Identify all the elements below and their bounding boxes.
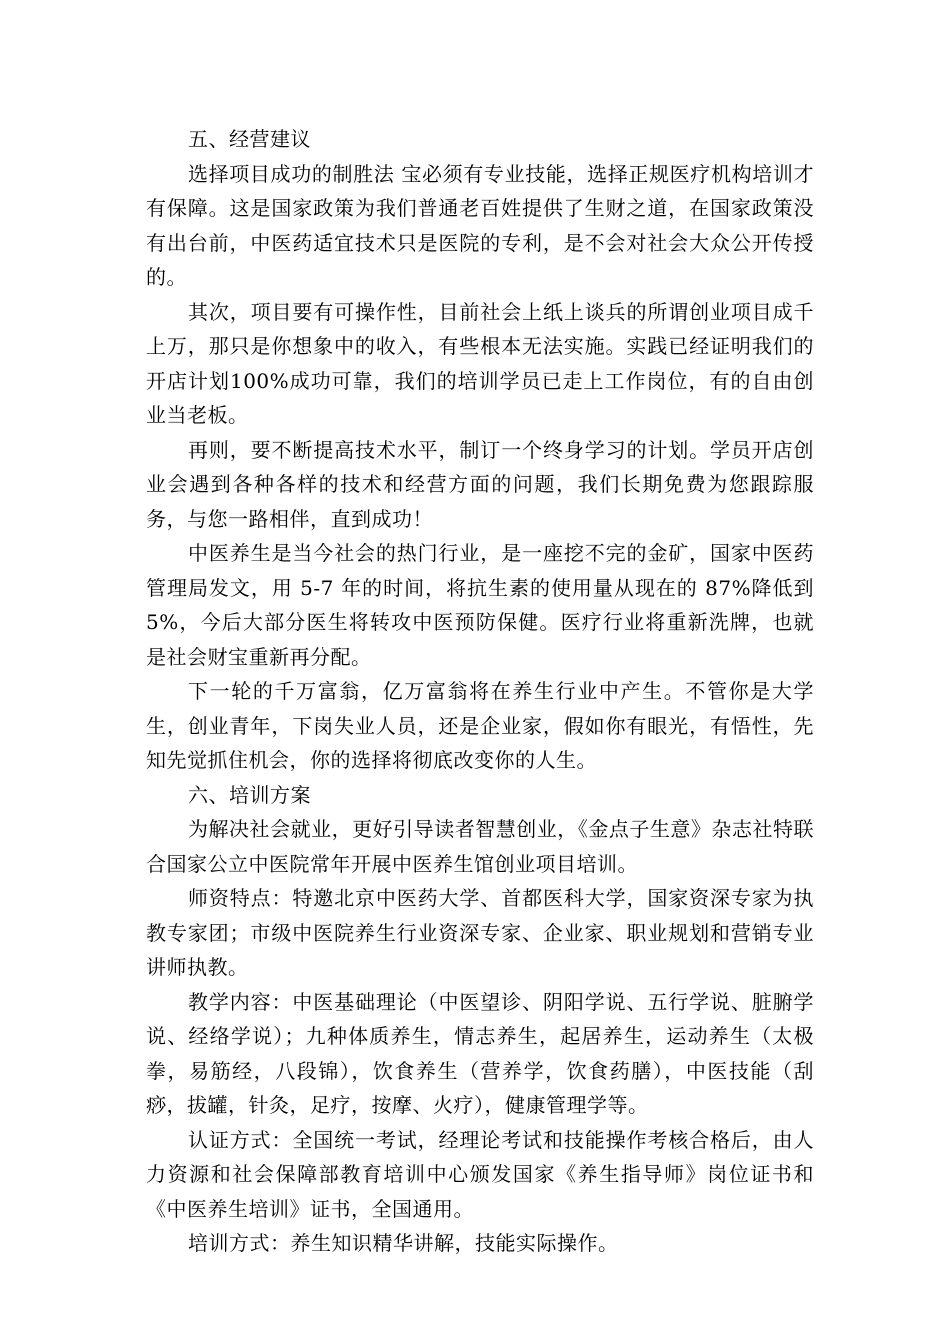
section-heading-training-plan: 六、培训方案: [188, 782, 311, 807]
paragraph: 再则，要不断提高技术水平，制订一个终身学习的计划。学员开店创业会遇到各种各样的技术和经营方面的问题，我们长期免费为您跟踪服务，与您一路相伴，直到成功！: [146, 437, 814, 531]
paragraph: 选择项目成功的制胜法 宝必须有专业技能，选择正规医疗机构培训才有保障。这是国家政策为我们普通老百姓提供了生财之道，在国家政策没有出台前，中医药适宜技术只是医院的专利，是不会对社会大众公开传授的。: [146, 161, 814, 289]
paragraph: 为解决社会就业，更好引导读者智慧创业，《金点子生意》杂志社特联合国家公立中医院常年开展中医养生馆创业项目培训。: [146, 817, 814, 876]
paragraph: 培训方式：养生知识精华讲解，技能实际操作。: [188, 1231, 619, 1255]
paragraph: 下一轮的千万富翁，亿万富翁将在养生行业中产生。不管你是大学生，创业青年，下岗失业人员，还是企业家，假如你有眼光，有悟性，先知先觉抓住机会，你的选择将彻底改变你的人生。: [146, 679, 814, 772]
paragraph: 认证方式：全国统一考试，经理论考试和技能操作考核合格后，由人力资源和社会保障部教育培训中心颁发国家《养生指导师》岗位证书和《中医养生培训》证书，全国通用。: [146, 1127, 814, 1221]
paragraph: 师资特点：特邀北京中医药大学、首都医科大学，国家资深专家为执教专家团；市级中医院养生行业资深专家、企业家、职业规划和营销专业讲师执教。: [146, 886, 814, 979]
paragraph: 中医养生是当今社会的热门行业，是一座挖不完的金矿，国家中医药管理局发文，用 5-7 年的时间，将抗生素的使用量从现在的 87%降低到 5%，今后大部分医生将转攻中医预防保健。医疗行业将重新洗牌，也就是社会财宝重新再分配。: [146, 541, 814, 669]
paragraph: 教学内容：中医基础理论（中医望诊、阴阳学说、五行学说、脏腑学说、经络学说）；九种体质养生，情志养生，起居养生，运动养生（太极拳，易筋经，八段锦），饮食养生（营养学，饮食药膳），中医技能（刮痧，拔罐，针灸，足疗，按摩、火疗），健康管理学等。: [146, 989, 814, 1117]
paragraph: 其次，项目要有可操作性，目前社会上纸上谈兵的所谓创业项目成千上万，那只是你想象中的收入，有些根本无法实施。实践已经证明我们的开店计划100%成功可靠，我们的培训学员已走上工作岗位，有的自由创业当老板。: [146, 299, 814, 427]
section-heading-business-advice: 五、经营建议: [188, 127, 311, 151]
document-body: [146, 122, 814, 1261]
